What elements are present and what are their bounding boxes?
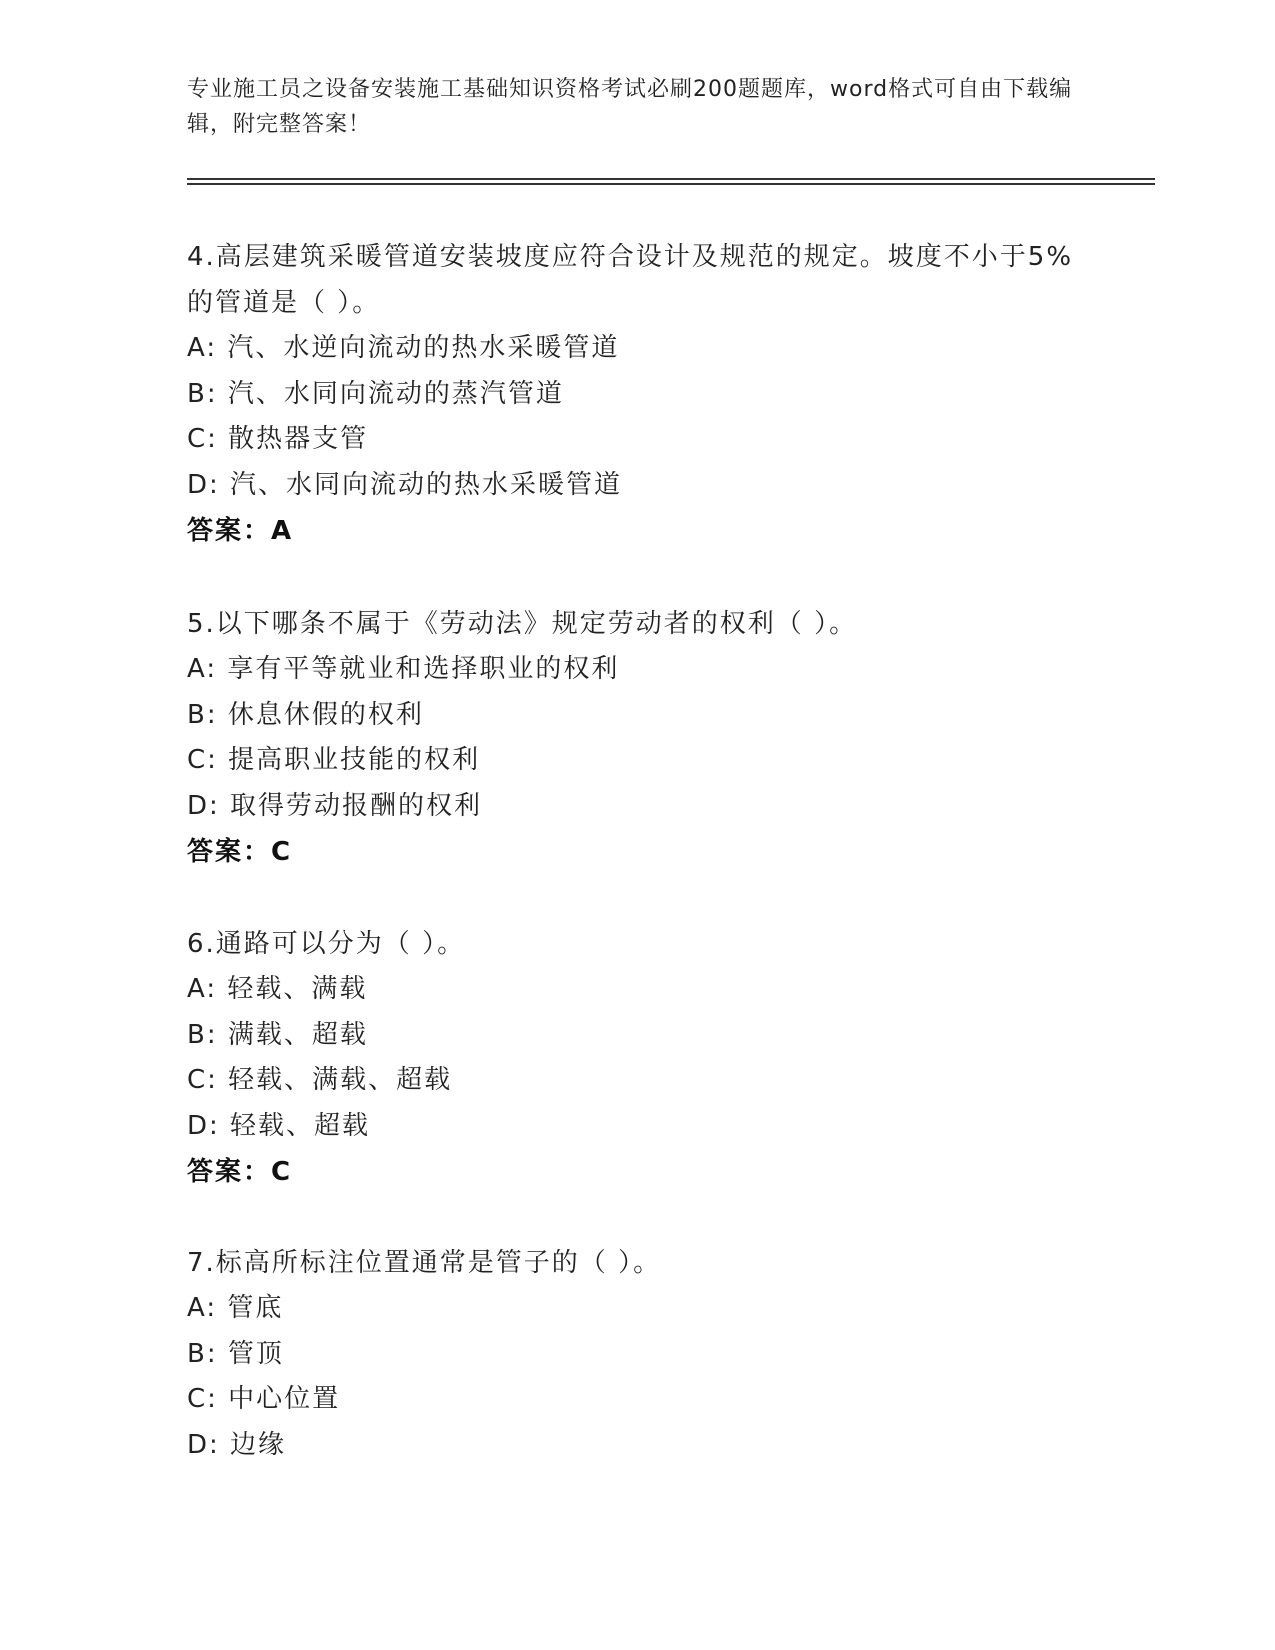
option-a: A: 管底 [187,1293,284,1323]
option-b: B: 满载、超载 [187,1019,368,1050]
question-stem: 6.通路可以分为（ ）。 [187,929,466,959]
question-7 [187,1240,1087,1468]
answer-label: 答案：C [187,1157,293,1187]
option-d: D: 汽、水同向流动的热水采暖管道 [187,469,623,500]
question-stem: 7.标高所标注位置通常是管子的（ ）。 [187,1248,662,1278]
option-c: C: 散热器支管 [187,424,369,454]
question-5 [187,601,1087,875]
option-a: A: 汽、水逆向流动的热水采暖管道 [187,333,620,363]
option-c: C: 轻载、满载、超载 [187,1065,453,1095]
header-divider-top [187,178,1155,180]
question-6 [187,921,1087,1195]
option-a: A: 轻载、满载 [187,974,368,1004]
question-4 [187,234,1087,554]
option-b: B: 管顶 [187,1338,284,1369]
option-b: B: 汽、水同向流动的蒸汽管道 [187,378,564,409]
header-divider-bottom [187,183,1155,185]
question-stem: 4.高层建筑采暖管道安装坡度应符合设计及规范的规定。坡度不小于5%的管道是（ ）。 [187,242,1074,318]
option-d: D: 取得劳动报酬的权利 [187,790,483,821]
document-header: 专业施工员之设备安装施工基础知识资格考试必刷200题题库，word格式可自由下载编辑，附完整答案！ [187,77,1073,137]
option-b: B: 休息休假的权利 [187,699,424,730]
option-d: D: 轻载、超载 [187,1110,371,1141]
option-c: C: 提高职业技能的权利 [187,745,481,775]
answer-label: 答案：A [187,516,294,546]
question-stem: 5.以下哪条不属于《劳动法》规定劳动者的权利（ ）。 [187,609,858,639]
option-c: C: 中心位置 [187,1384,341,1414]
option-a: A: 享有平等就业和选择职业的权利 [187,654,620,684]
answer-label: 答案：C [187,837,293,867]
option-d: D: 边缘 [187,1429,287,1460]
